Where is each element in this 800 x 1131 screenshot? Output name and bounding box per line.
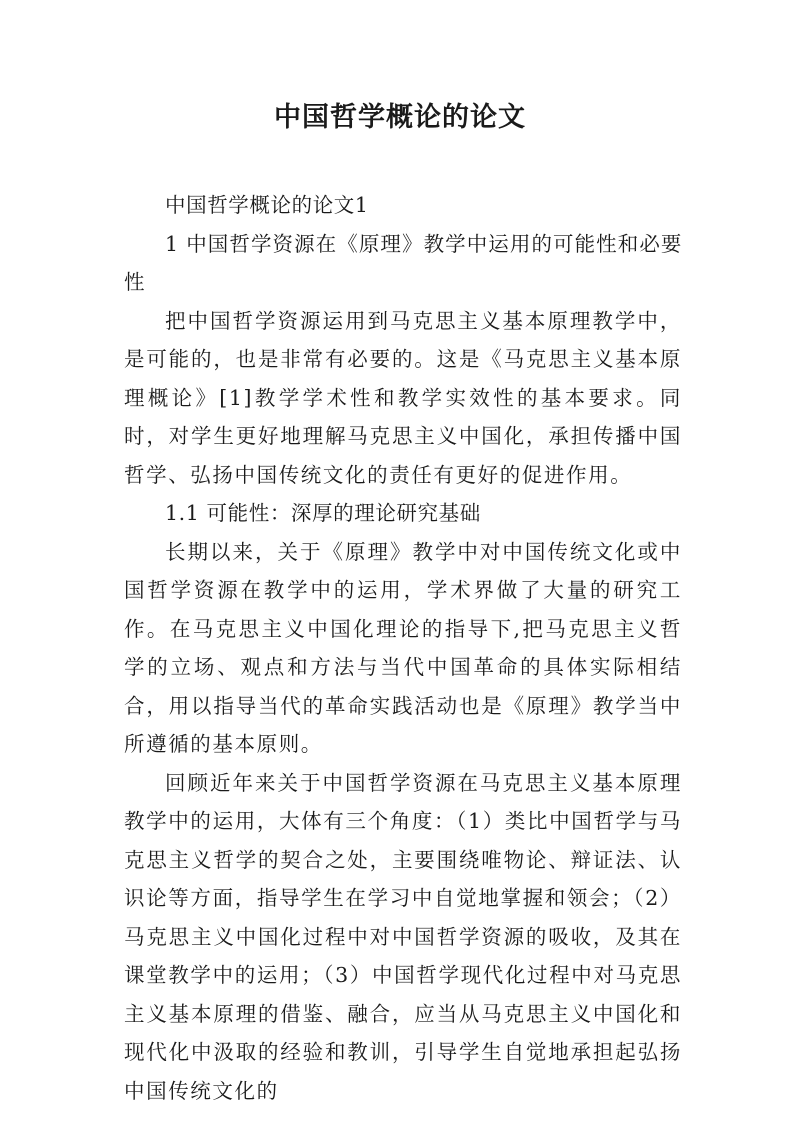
subsection-heading: 1.1 可能性：深厚的理论研究基础 xyxy=(165,501,481,525)
section-heading: 1 中国哲学资源在《原理》教学中运用的可能性和必要性 xyxy=(124,231,682,294)
document-body xyxy=(124,186,682,1110)
body-paragraph: 把中国哲学资源运用到马克思主义基本原理教学中，是可能的，也是非常有必要的。这是《马克思主义基本原理概论》[1]教学学术性和教学实效性的基本要求。同时，对学生更好地理解马克思主义中国化，承担传播中国哲学、弘扬中国传统文化的责任有更好的促进作用。 xyxy=(124,308,682,487)
document-title: 中国哲学概论的论文 xyxy=(274,102,526,133)
section-heading: 中国哲学概论的论文1 xyxy=(165,193,369,217)
body-paragraph: 长期以来，关于《原理》教学中对中国传统文化或中国哲学资源在教学中的运用，学术界做了大量的研究工作。在马克思主义中国化理论的指导下,把马克思主义哲学的立场、观点和方法与当代中国革命的具体实际相结合，用以指导当代的革命实践活动也是《原理》教学当中所遵循的基本原则。 xyxy=(124,539,682,756)
body-paragraph: 回顾近年来关于中国哲学资源在马克思主义基本原理教学中的运用，大体有三个角度：（1）类比中国哲学与马克思主义哲学的契合之处，主要围绕唯物论、辩证法、认识论等方面，指导学生在学习中自觉地掌握和领会；（2）马克思主义中国化过程中对中国哲学资源的吸收，及其在课堂教学中的运用；（3）中国哲学现代化过程中对马克思主义基本原理的借鉴、融合，应当从马克思主义中国化和现代化中汲取的经验和教训，引导学生自觉地承担起弘扬中国传统文化的 xyxy=(124,770,682,1103)
